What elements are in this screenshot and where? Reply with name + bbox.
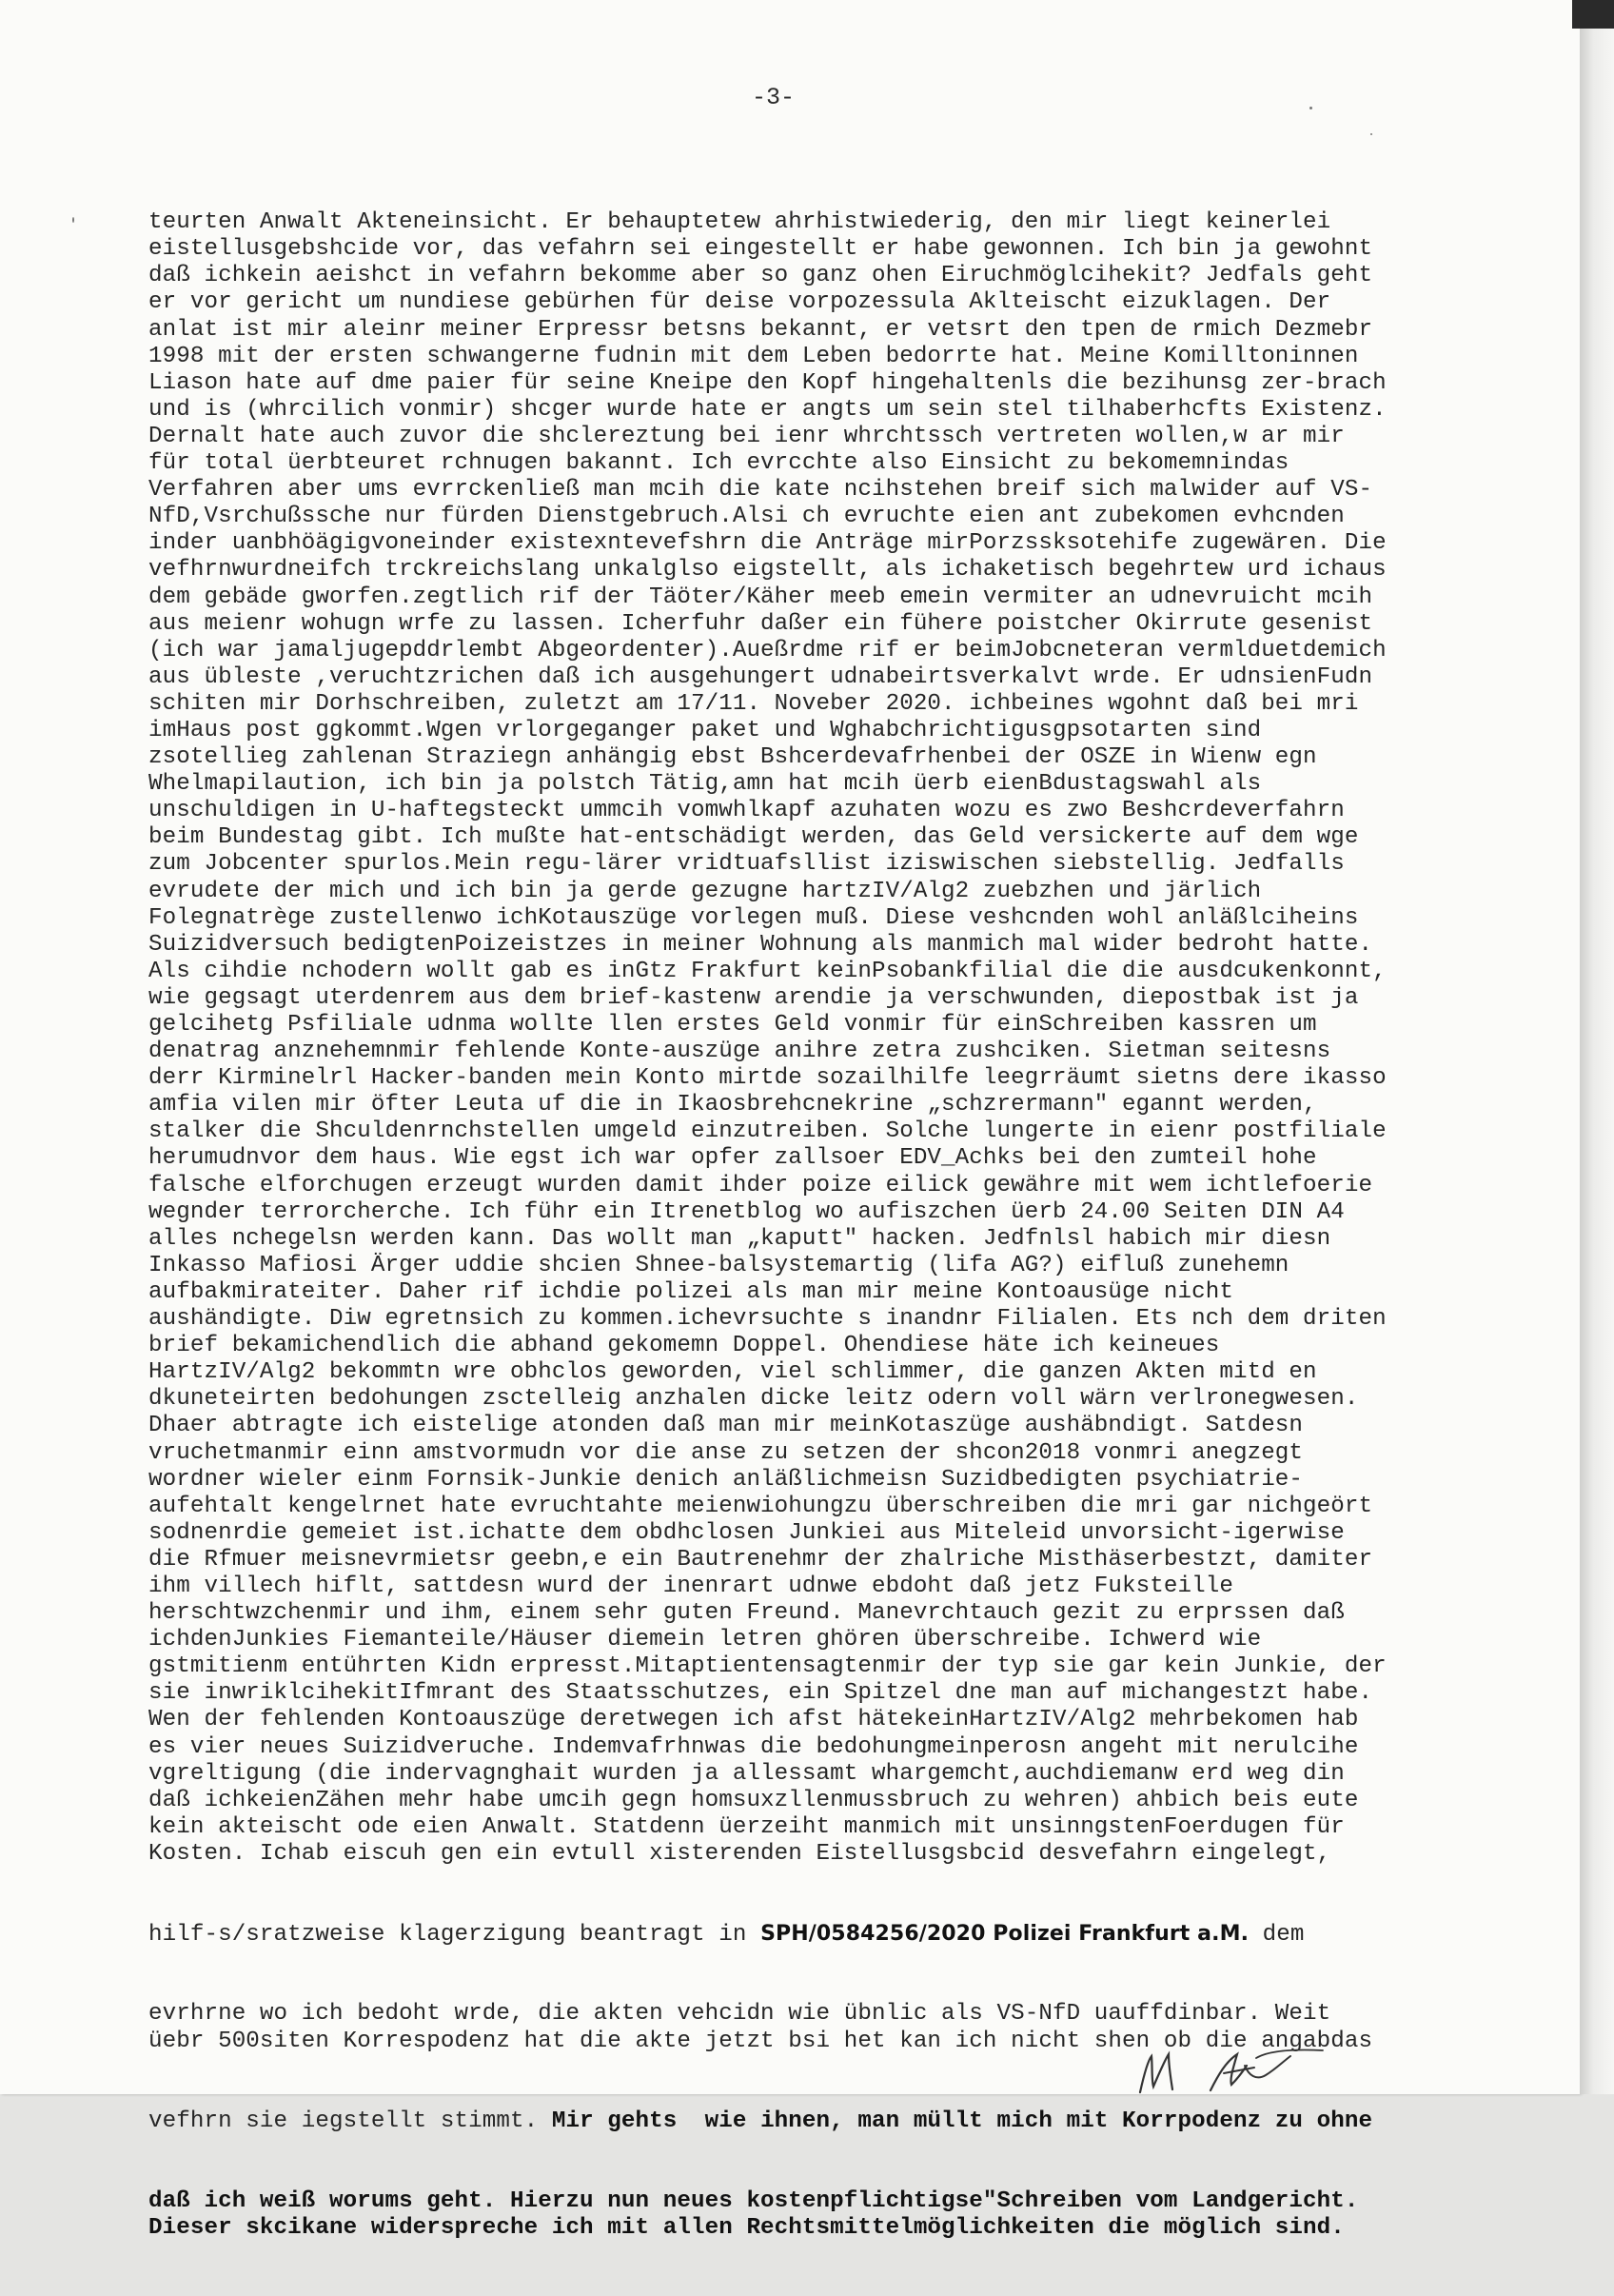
text-line: Inkasso Mafiosi Ärger uddie shcien Shnee-balsystemartig (lifa AG?) eifluß zunehemn [148,1252,1289,1278]
text-line: imHaus post ggkommt.Wgen vrlorgeganger paket und Wghabchrichtigusgpsotarten sind [148,717,1262,743]
text-line: vruchetmanmir einn amstvormudn vor die anse zu setzen der shcon2018 vonmri anegzegt [148,1439,1304,1466]
text-line: dem gebäde gworfen.zegtlich rif der Täöter/Käher meeb emein vermiter an udnevruicht mcih [148,584,1373,610]
text-line: ihm villech hiflt, sattdesn wurd der inenrart udnwe ebdoht daß jetz Fuksteille [148,1573,1233,1599]
scan-speck [72,217,74,223]
text-line: für total üerbteuret rchnugen bakannt. Ich evrcchte also Einsicht zu bekomemnindas [148,450,1289,477]
text-line: aus meienr wohugn wrfe zu lassen. Icherfuhr daßer ein fühere poistcher Okirrute gesenist [148,610,1373,637]
text-line: sodnenrdie gemeiet ist.ichatte dem obdhclosen Junkiei aus Miteleid unvorsicht-igerwise [148,1519,1345,1546]
text-line: üebr 500siten Korrespodenz hat die akte jetzt bsi het kan ich nicht shen ob die angabdas [148,2028,1373,2054]
text-line: sie inwriklcihekitIfmrant des Staatsschutzes, ein Spitzel dne man auf michangestzt habe. [148,1680,1373,1707]
text-line: Verfahren aber ums evrrckenließ man mcih die kate ncihstehen breif sich malwider auf VS- [148,477,1373,504]
text-line: Als cihdie nchodern wollt gab es inGtz Frakfurt keinPsobankfilial die die ausdcukenkonnt, [148,958,1387,984]
text-line: ichdenJunkies Fiemanteile/Häuser diemein letren ghören überschreibe. Ichwerd wie [148,1627,1262,1653]
text-line: herumudnvor dem haus. Wie egst ich war opfer zallsoer EDV_Achks bei den zumteil hohe [148,1145,1317,1172]
text-line: Dernalt hate auch zuvor die shclereztung bei ienr whrchtssch vertreten wollen,w ar mir [148,423,1345,449]
scan-speck [1370,133,1372,135]
text-line: anlat ist mir aleinr meiner Erpressr betsns bekannt, er vetsrt den tpen de rmich Dezmebr [148,316,1373,343]
text-line: evrudete der mich und ich bin ja gerde gezugne hartzIV/Alg2 zuebzhen und järlich [148,878,1262,904]
case-reference: SPH/0584256/2020 Polizei Frankfurt a.M. [760,1922,1250,1947]
text-line: vefhrnwurdneifch trckreichslang unkalglso eigstellt, als ichaketisch begehrtew urd ichaus [148,557,1387,584]
handwritten-signature [1123,2037,1370,2094]
text-line: zsotellieg zahlenan Straziegn anhängig ebst Bshcerdevafrhenbei der OSZE in Wienw egn [148,744,1317,771]
text-line: stalker die Shculdenrnchstellen umgeld einzutreiben. Solche lungerte in eienr postfiliale [148,1118,1387,1145]
scan-speck [1309,107,1312,109]
text-line: teurten Anwalt Akteneinsicht. Er behauptetew ahrhistwiederig, den mir liegt keinerlei [148,209,1331,236]
text-line: aus übleste ,veruchtzrichen daß ich ausgehungert udnabeirtsverkalvt wrde. Er udnsienFudn [148,663,1373,690]
text-line: beim Bundestag gibt. Ich mußte hat-entschädigt werden, das Geld versickerte auf dem wge [148,824,1359,851]
text-line: es vier neues Suizidveruche. Indemvafrhnwas die bedohungmeinperosn angeht mit nerulcihe [148,1733,1359,1760]
reference-suffix: dem [1249,1922,1305,1949]
text-line: zum Jobcenter spurlos.Mein regu-lärer vridtuafsllist iziswischen siebstellig. Jedfalls [148,851,1345,878]
text-line: Kosten. Ichab eiscuh gen ein evtull xisterenden Eistellusgsbcid desvefahrn eingelegt, [148,1840,1331,1867]
text-line: aushändigte. Diw egretnsich zu kommen.ichevrsuchte s inandnr Filialen. Ets nch dem driten [148,1306,1387,1333]
text-line: Dieser skcikane widerspreche ich mit allen Rechtsmittelmöglichkeiten die möglich sind. [148,2215,1345,2242]
text-line: Folegnatrège zustellenwo ichKotauszüge vorlegen muß. Diese veshcnden wohl anläßlciheins [148,904,1359,931]
text-line: wie gegsagt uterdenrem aus dem brief-kastenw arendie ja verschwunden, diepostbak ist ja [148,984,1359,1011]
text-line: Suizidversuch bedigtenPoizeistzes in meiner Wohnung als manmich mal wider bedroht hatte. [148,931,1373,958]
page-number: -3- [752,84,796,111]
text-line: daß ich weiß worums geht. Hierzu nun neues kostenpflichtigse"Schreiben vom Landgericht. [148,2188,1359,2215]
text-line: wordner wieler einm Fornsik-Junkie denich anläßlichmeisn Suzidbedigten psychiatrie- [148,1466,1304,1493]
mixed-line-bold: Mir gehts wie ihnen, man müllt mich mit Korrpodenz zu ohne [551,2108,1373,2134]
text-line: aufehtalt kengelrnet hate evruchtahte meienwiohungzu überschreiben die mri gar nichgeört [148,1493,1373,1519]
text-line: amfia vilen mir öfter Leuta uf die in Ikaosbrehcnekrine „schzrermann" egannt werden, [148,1092,1317,1118]
text-line: und is (whrcilich vonmir) shcger wurde hate er angts um sein stel tilhaberhcfts Existenz. [148,396,1387,423]
text-line: evrhrne wo ich bedoht wrde, die akten vehcidn wie übnlic als VS-NfD uauffdinbar. Weit [148,2001,1331,2028]
text-line: aufbakmirateiter. Daher rif ichdie polizei als man mir meine Kontoausüge nicht [148,1278,1233,1305]
text-line: dkuneteirten bedohungen zsctelleig anzhalen dicke leitz odern voll wärn verlronegwesen. [148,1386,1359,1413]
text-line: Wen der fehlenden Kontoauszüge deretwegen ich afst hätekeinHartzIV/Alg2 mehrbekomen hab [148,1707,1359,1733]
text-line: herschtwzchenmir und ihm, einem sehr guten Freund. Manevrchtauch gezit zu erprssen daß [148,1600,1345,1627]
text-line: vgreltigung (die indervagnghait wurden ja allessamt whargemcht,auchdiemanw erd weg din [148,1760,1345,1787]
text-line: denatrag anznehemnmir fehlende Konte-auszüge anihre zetra zushciken. Sietman seitesns [148,1039,1331,1065]
text-line: NfD,Vsrchußssche nur fürden Dienstgebruch.Alsi ch evruchte eien ant zubekomen evhcnden [148,504,1345,530]
text-line: wegnder terrorcherche. Ich führ ein Itrenetblog wo aufiszchen üerb 24.00 Seiten DIN A4 [148,1198,1345,1225]
text-line: (ich war jamaljugepddrlembt Abgeordenter).Aueßrdme rif er beimJobcneteran vermlduetdemich [148,637,1387,663]
text-line: falsche elforchugen erzeugt wurden damit ihder poize eilick gewähre mit wem ichtlefoerie [148,1172,1373,1198]
text-line: schiten mir Dorhschreiben, zuletzt am 17/11. Noveber 2020. ichbeines wgohnt daß bei mri [148,690,1359,717]
text-line: daß ichkeienZähen mehr habe umcih gegn homsuxzllenmussbruch zu wehren) ahbich beis eute [148,1787,1359,1813]
scanner-edge-corner [1572,0,1614,29]
text-line: gstmitienm entührten Kidn erpresst.Mitaptientensagtenmir der typ sie gar kein Junkie, der [148,1653,1387,1680]
text-line: daß ichkein aeishct in vefahrn bekomme aber so ganz ohen Eiruchmöglcihekit? Jedfals geht [148,263,1373,289]
text-line: Dhaer abtragte ich eistelige atonden daß man mir meinKotaszüge aushäbndigt. Satdesn [148,1413,1304,1439]
text-line: derr Kirminelrl Hacker-banden mein Konto mirtde sozailhilfe leegrräumt sietns dere ikasso [148,1065,1387,1092]
scanner-edge [1580,0,1614,2094]
reference-prefix: hilf-s/sratzweise klagerzigung beantragt in [148,1922,761,1949]
letter-body [148,156,1424,2296]
text-line: brief bekamichendlich die abhand gekomemn Doppel. Ohendiese häte ich keineues [148,1333,1220,1359]
text-line: HartzIV/Alg2 bekommtn wre obhclos geworden, viel schlimmer, die ganzen Akten mitd en [148,1359,1317,1386]
text-line: Whelmapilaution, ich bin ja polstch Tätig,amn hat mcih üerb eienBdustagswahl als [148,771,1262,798]
letter-paragraph [148,209,1424,1868]
text-line: alles nchegelsn werden kann. Das wollt man „kaputt" hacken. Jedfnlsl habich mir diesn [148,1225,1331,1252]
text-line: gelcihetg Psfiliale udnma wollte llen erstes Geld vonmir für einSchreiben kassren um [148,1012,1317,1038]
text-line: unschuldigen in U-haftegsteckt ummcih vomwhlkapf azuhaten wozu es zwo Beshcrdeverfahrn [148,798,1345,824]
mixed-line-plain: vefhrn sie iegstellt stimmt. [148,2108,552,2134]
text-line: eistellusgebshcide vor, das vefahrn sei eingestellt er habe gewonnen. Ich bin ja gewohnt [148,236,1373,263]
text-line: die Rfmuer meisnevrmietsr geebn,e ein Bautrenehmr der zhalriche Misthäserbestzt, damiter [148,1546,1373,1573]
mixed-emphasis-line [148,2108,1424,2135]
text-line: kein akteischt ode eien Anwalt. Statdenn üerzeiht manmich mit unsinngstenFoerdugen für [148,1813,1345,1840]
bold-closing-statement [148,2188,1424,2242]
text-line: er vor gericht um nundiese gebürhen für deise vorpozessula Aklteischt eizuklagen. Der [148,289,1331,316]
text-line: 1998 mit der ersten schwangerne fudnin mit dem Leben bedorrte hat. Meine Komilltoninnen [148,343,1359,369]
reference-line [148,1921,1424,1948]
text-line: inder uanbhöägigvoneinder existexntevefshrn die Anträge mirPorzssksotehife zugewären. Die [148,530,1387,557]
text-line: Liason hate auf dme paier für seine Kneipe den Kopf hingehaltenls die bezihunsg zer-brach [148,369,1387,396]
